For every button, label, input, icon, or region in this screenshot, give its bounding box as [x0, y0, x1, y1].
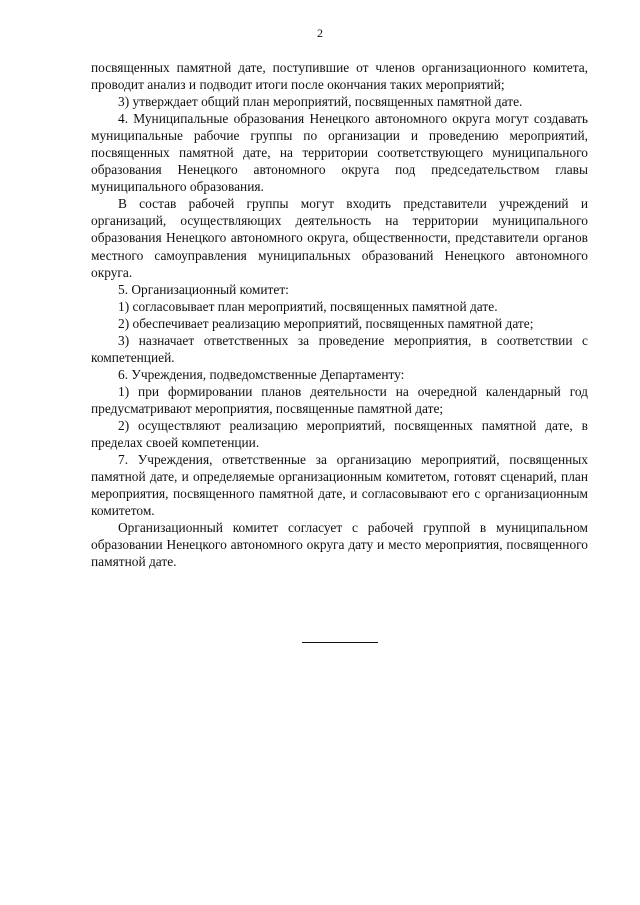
paragraph-section-5-item-2: 2) обеспечивает реализацию мероприятий, посвященных памятной дате; [118, 315, 534, 331]
paragraph-section-6-item-1: 1) при формировании планов деятельности на очередной календарный год предусматривают мероприятия, посвященные памятной дате; [91, 383, 588, 416]
paragraph-working-group-composition: В состав рабочей группы могут входить представители учреждений и организаций, осуществляющих деятельность на территории муниципального образования Ненецкого автономного округа, общественности, представители органов местного самоуправления муниципальных образований Ненецкого автономного округа. [91, 196, 588, 280]
paragraph-continuation: посвященных памятной дате, поступившие от членов организационного комитета, проводит анализ и подводит итоги после окончания таких мероприятий; [91, 60, 588, 93]
paragraph-final: Организационный комитет согласует с рабочей группой в муниципальном образовании Ненецкого автономного округа дату и место мероприятия, посвященного памятной дате. [91, 520, 588, 570]
paragraph-item-3-approves-plan: 3) утверждает общий план мероприятий, посвященных памятной дате. [118, 94, 523, 110]
paragraph-section-5-item-3: 3) назначает ответственных за проведение мероприятия, в соответствии с компетенцией. [91, 332, 588, 365]
paragraph-section-6-item-2: 2) осуществляют реализацию мероприятий, посвященных памятной дате, в пределах своей компетенции. [91, 417, 588, 451]
document-body [91, 59, 588, 570]
end-of-document-rule [302, 642, 378, 643]
paragraph-section-4: 4. Муниципальные образования Ненецкого автономного округа могут создавать муниципальные рабочие группы по организации и проведению мероприятий, посвященных памятной дате, на территории соответствующего муниципального образования Ненецкого автономного округа под председательством главы муниципального образования. [91, 111, 588, 195]
page-number: 2 [317, 26, 323, 40]
paragraph-section-6-heading: 6. Учреждения, подведомственные Департаменту: [118, 366, 405, 382]
paragraph-section-5-item-1: 1) согласовывает план мероприятий, посвященных памятной дате. [118, 298, 498, 314]
paragraph-section-7: 7. Учреждения, ответственные за организацию мероприятий, посвященных памятной дате, и определяемые организационным комитетом, готовят сценарий, план мероприятия, посвященного памятной дате, и согласовывают его с организационным комитетом. [91, 452, 588, 519]
paragraph-section-5-heading: 5. Организационный комитет: [118, 281, 289, 297]
